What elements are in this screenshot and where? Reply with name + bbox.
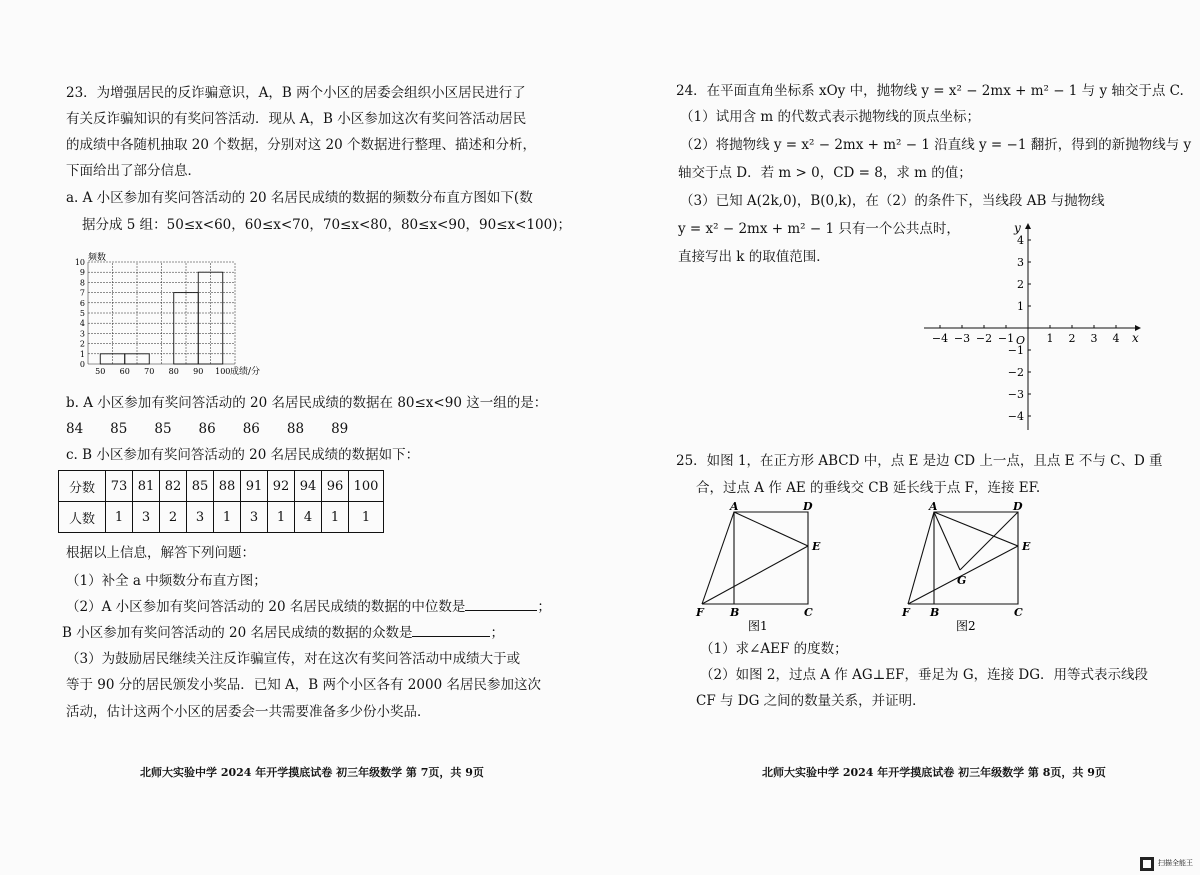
table-cell: 96 <box>322 471 349 502</box>
y-tick-label: −3 <box>1007 388 1024 401</box>
score-table <box>58 470 384 533</box>
q25-part2-line1: （2）如图 2，过点 A 作 AG⊥EF，垂足为 G，连接 DG．用等式表示线段 <box>700 667 1149 683</box>
origin-label: O <box>1016 334 1026 347</box>
punctuation: ； <box>490 625 504 641</box>
fig2-label-e: E <box>1022 540 1031 553</box>
table-cell: 100 <box>349 471 384 502</box>
qr-code-icon <box>1140 857 1154 871</box>
q23-line2: 有关反诈骗知识的有奖问答活动．现从 A，B 小区参加这次有奖问答活动居民 <box>66 111 527 127</box>
x-tick-label: −1 <box>997 332 1015 345</box>
left-footer: 北师大实验中学 2024 年开学摸底试卷 初三年级数学 第 7页，共 9页 <box>140 766 484 779</box>
table-header-score: 分数 <box>59 471 106 502</box>
y-tick-label: 4 <box>1017 234 1024 247</box>
table-cell: 1 <box>349 502 384 533</box>
table-cell: 88 <box>214 471 241 502</box>
y-tick-label: −1 <box>1007 344 1024 357</box>
table-row <box>59 502 384 533</box>
histogram-x-tick-label: 50 <box>95 367 106 376</box>
fig2-label-a: A <box>929 500 938 513</box>
x-tick-label: 1 <box>1046 332 1054 345</box>
table-cell: 3 <box>187 502 214 533</box>
q24-part3-line1: （3）已知 A(2k,0)，B(0,k)，在（2）的条件下，当线段 AB 与抛物线 <box>680 193 1105 209</box>
table-cell: 91 <box>241 471 268 502</box>
table-cell: 85 <box>187 471 214 502</box>
punctuation: ； <box>537 599 551 615</box>
frequency-histogram <box>60 250 270 380</box>
fig1-label-f: F <box>696 606 704 619</box>
y-tick-label: 1 <box>1017 300 1024 313</box>
histogram-y-tick-label: 3 <box>79 329 85 339</box>
table-cell: 94 <box>295 471 322 502</box>
figure-1-diagram <box>690 500 825 635</box>
x-tick-label: −2 <box>975 332 993 345</box>
table-cell: 1 <box>214 502 241 533</box>
q23-line4: 下面给出了部分信息． <box>66 163 201 179</box>
q23-b-line: b. A 小区参加有奖问答活动的 20 名居民成绩的数据在 80≤x<90 这一组的是： <box>66 395 548 411</box>
q23-part2-b-text: B 小区参加有奖问答活动的 20 名居民成绩的数据的众数是 <box>62 625 413 641</box>
q24-part2-line1: （2）将抛物线 y = x² − 2mx + m² − 1 沿直线 y = −1 翻折，得到的新抛物线与 y <box>680 137 1192 153</box>
histogram-x-tick-label: 60 <box>119 367 130 376</box>
histogram-y-tick-label: 2 <box>79 339 85 349</box>
fig1-label-d: D <box>803 500 813 513</box>
q23-part2-a <box>66 598 551 616</box>
q23-part2-a-text: （2）A 小区参加有奖问答活动的 20 名居民成绩的数据的中位数是 <box>66 599 466 615</box>
q23-b-values: 84 85 85 86 86 88 89 <box>66 421 349 437</box>
y-tick-label: 2 <box>1017 278 1024 291</box>
q23-a-line2: 据分成 5 组：50≤x<60，60≤x<70，70≤x<80，80≤x<90，90≤x<100)； <box>82 217 571 233</box>
table-row <box>59 471 384 502</box>
histogram-x-title: 成绩/分 <box>230 367 261 377</box>
histogram-y-tick-label: 10 <box>74 258 85 267</box>
fig2-label-g: G <box>957 574 967 587</box>
y-tick-label: −2 <box>1007 366 1024 379</box>
q25-line1: 25．如图 1，在正方形 ABCD 中，点 E 是边 CD 上一点，且点 E 不与 C、D 重 <box>676 453 1163 469</box>
q24-part2-line2: 轴交于点 D．若 m > 0，CD = 8，求 m 的值； <box>678 165 972 181</box>
fig1-label-c: C <box>804 606 813 619</box>
q23-line3: 的成绩中各随机抽取 20 个数据，分别对这 20 个数据进行整理、描述和分析， <box>66 137 537 153</box>
fig1-label-a: A <box>730 500 739 513</box>
table-cell: 73 <box>106 471 133 502</box>
histogram-y-tick-label: 9 <box>79 268 85 278</box>
q23-line1: 23．为增强居民的反诈骗意识，A，B 两个小区的居委会组织小区居民进行了 <box>66 85 526 101</box>
histogram-x-tick-label: 100 <box>215 367 231 376</box>
table-cell: 3 <box>133 502 160 533</box>
q23-c-line: c. B 小区参加有奖问答活动的 20 名居民成绩的数据如下： <box>66 447 420 463</box>
table-cell: 81 <box>133 471 160 502</box>
histogram-x-tick-label: 70 <box>144 367 155 376</box>
q-intro: 根据以上信息，解答下列问题： <box>66 545 255 561</box>
figure-2-caption: 图2 <box>956 619 976 633</box>
answer-blank <box>412 624 490 637</box>
x-tick-label: 2 <box>1068 332 1076 345</box>
table-cell: 1 <box>106 502 133 533</box>
q24-part3-line3: 直接写出 k 的取值范围． <box>678 249 830 265</box>
figure-1-caption: 图1 <box>748 619 768 633</box>
histogram-x-tick-label: 80 <box>168 367 179 376</box>
histogram-y-title: 频数 <box>88 253 107 263</box>
fig2-label-f: F <box>902 606 910 619</box>
table-cell: 3 <box>241 502 268 533</box>
y-tick-label: −4 <box>1007 410 1024 423</box>
q25-part2-line2: CF 与 DG 之间的数量关系，并证明． <box>696 693 926 709</box>
histogram-y-tick-label: 0 <box>79 360 85 369</box>
histogram-y-tick-label: 1 <box>79 349 85 359</box>
fig2-label-c: C <box>1014 606 1023 619</box>
histogram-y-tick-label: 7 <box>79 288 85 298</box>
figure-2-diagram <box>900 500 1035 635</box>
table-cell: 4 <box>295 502 322 533</box>
y-tick-label: 3 <box>1017 256 1024 269</box>
coordinate-plane <box>918 220 1148 435</box>
right-footer: 北师大实验中学 2024 年开学摸底试卷 初三年级数学 第 8页，共 9页 <box>762 766 1106 779</box>
q24-part3-line2: y = x² − 2mx + m² − 1 只有一个公共点时， <box>678 221 960 237</box>
x-tick-label: 3 <box>1090 332 1098 345</box>
x-tick-label: −4 <box>931 332 949 345</box>
x-tick-label: 4 <box>1112 332 1120 345</box>
table-header-count: 人数 <box>59 502 106 533</box>
histogram-x-tick-label: 90 <box>193 367 204 376</box>
histogram-y-tick-label: 4 <box>79 319 85 329</box>
table-cell: 82 <box>160 471 187 502</box>
x-axis-label: x <box>1132 331 1139 345</box>
q23-part3-line3: 活动，估计这两个小区的居委会一共需要准备多少份小奖品． <box>66 704 431 720</box>
q25-part1: （1）求∠AEF 的度数； <box>700 641 848 657</box>
x-tick-label: −3 <box>953 332 971 345</box>
q24-line1: 24．在平面直角坐标系 xOy 中，抛物线 y = x² − 2mx + m² − 1 与 y 轴交于点 C. <box>676 83 1184 99</box>
table-cell: 1 <box>268 502 295 533</box>
fig2-label-d: D <box>1013 500 1023 513</box>
q23-a-line1: a. A 小区参加有奖问答活动的 20 名居民成绩的数据的频数分布直方图如下(数 <box>66 190 533 206</box>
scanner-watermark: 扫描全能王 <box>1158 859 1193 867</box>
y-axis-label: y <box>1014 221 1021 235</box>
q23-part1: （1）补全 a 中频数分布直方图； <box>66 573 267 589</box>
histogram-y-tick-label: 5 <box>79 309 85 318</box>
q23-part3-line1: （3）为鼓励居民继续关注反诈骗宣传，对在这次有奖问答活动中成绩大于或 <box>66 651 521 667</box>
q24-part1: （1）试用含 m 的代数式表示抛物线的顶点坐标； <box>680 109 980 125</box>
fig1-label-b: B <box>730 606 740 619</box>
fig1-label-e: E <box>812 540 821 553</box>
q23-part3-line2: 等于 90 分的居民颁发小奖品．已知 A，B 两个小区各有 2000 名居民参加这次 <box>66 677 541 693</box>
q23-part2-b <box>62 624 504 642</box>
histogram-y-tick-label: 6 <box>79 298 85 308</box>
table-cell: 92 <box>268 471 295 502</box>
answer-blank <box>465 598 537 611</box>
table-cell: 2 <box>160 502 187 533</box>
table-cell: 1 <box>322 502 349 533</box>
q25-line2: 合，过点 A 作 AE 的垂线交 CB 延长线于点 F，连接 EF. <box>696 480 1041 496</box>
histogram-y-tick-label: 8 <box>79 278 85 288</box>
fig2-label-b: B <box>930 606 940 619</box>
